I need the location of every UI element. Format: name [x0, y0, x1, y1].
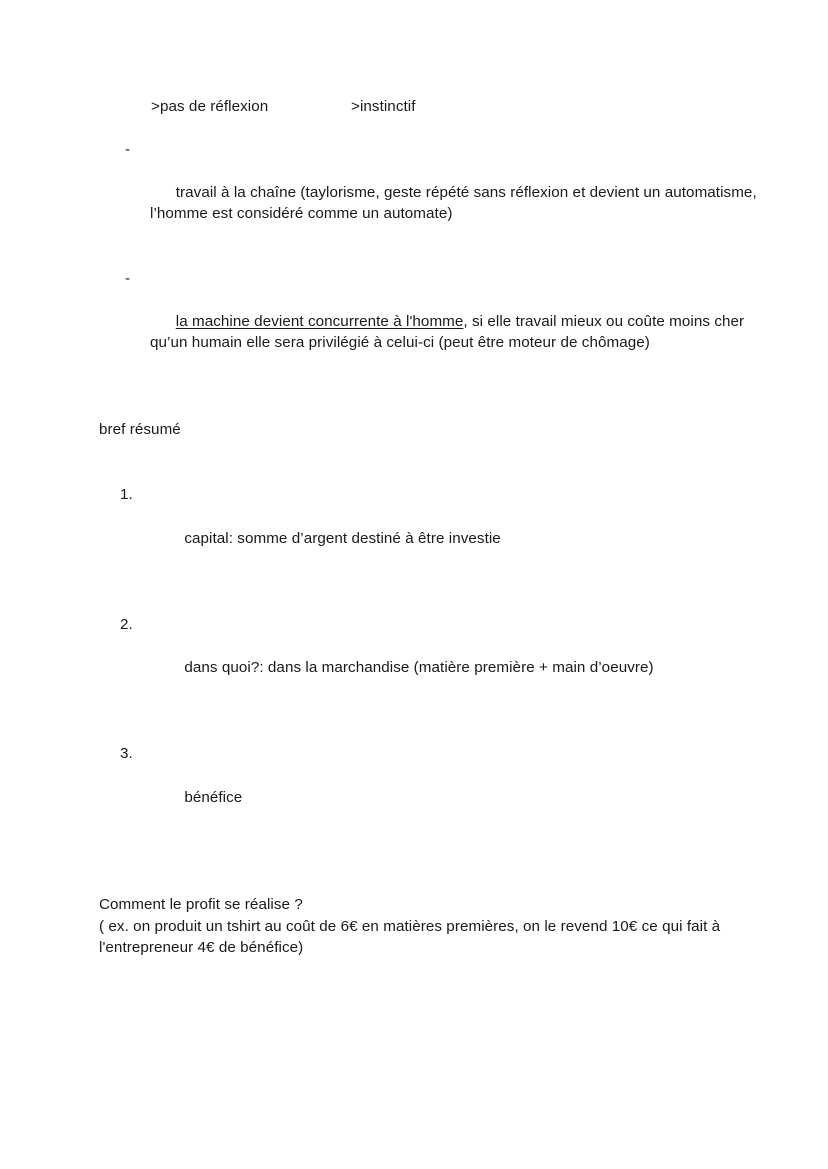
- bullet-item: [125, 268, 779, 376]
- list-item: [99, 743, 779, 829]
- list-item-number: 1.: [120, 486, 133, 504]
- bullet-text: , si elle travail mieux ou coûte moins cher qu’un humain elle sera privilégié à celui-ci (peut être moteur de chômage): [150, 312, 749, 352]
- spacer: [99, 873, 779, 894]
- arrow-item-left: >pas de réflexion: [151, 98, 269, 115]
- list-item-text: bénéfice: [184, 788, 243, 806]
- bullet-marker: -: [125, 140, 131, 158]
- closing-example: ( ex. on produit un tshirt au coût de 6€ en matières premières, on le revend 10€ ce qui fait à l'entrepreneur 4€ de bénéfice): [99, 917, 725, 957]
- summary-heading: bref résumé: [99, 420, 181, 438]
- bullet-underlined-lead: la machine devient concurrente à l'homme: [175, 312, 464, 330]
- list-item-text: capital: somme d’argent destiné à être investie: [184, 529, 501, 547]
- document-body: [99, 96, 779, 959]
- closing-question: Comment le profit se réalise ?: [99, 896, 303, 913]
- list-item: [99, 614, 779, 700]
- list-item-number: 3.: [120, 745, 133, 763]
- arrow-item-right: >instinctif: [351, 98, 416, 115]
- bullet-marker: -: [125, 269, 131, 287]
- list-item: [99, 484, 779, 570]
- spacer: [99, 397, 779, 419]
- bullet-text: travail à la chaîne (taylorisme, geste répété sans réflexion et devient un automatisme, l’homme est considéré comme un automate): [150, 183, 762, 223]
- arrow-row: [151, 96, 779, 118]
- summary-list: [99, 441, 779, 873]
- list-item-text: dans quoi?: dans la marchandise (matière première + main d’oeuvre): [184, 659, 654, 677]
- list-item-number: 2.: [120, 615, 133, 633]
- bullet-item: [125, 139, 779, 247]
